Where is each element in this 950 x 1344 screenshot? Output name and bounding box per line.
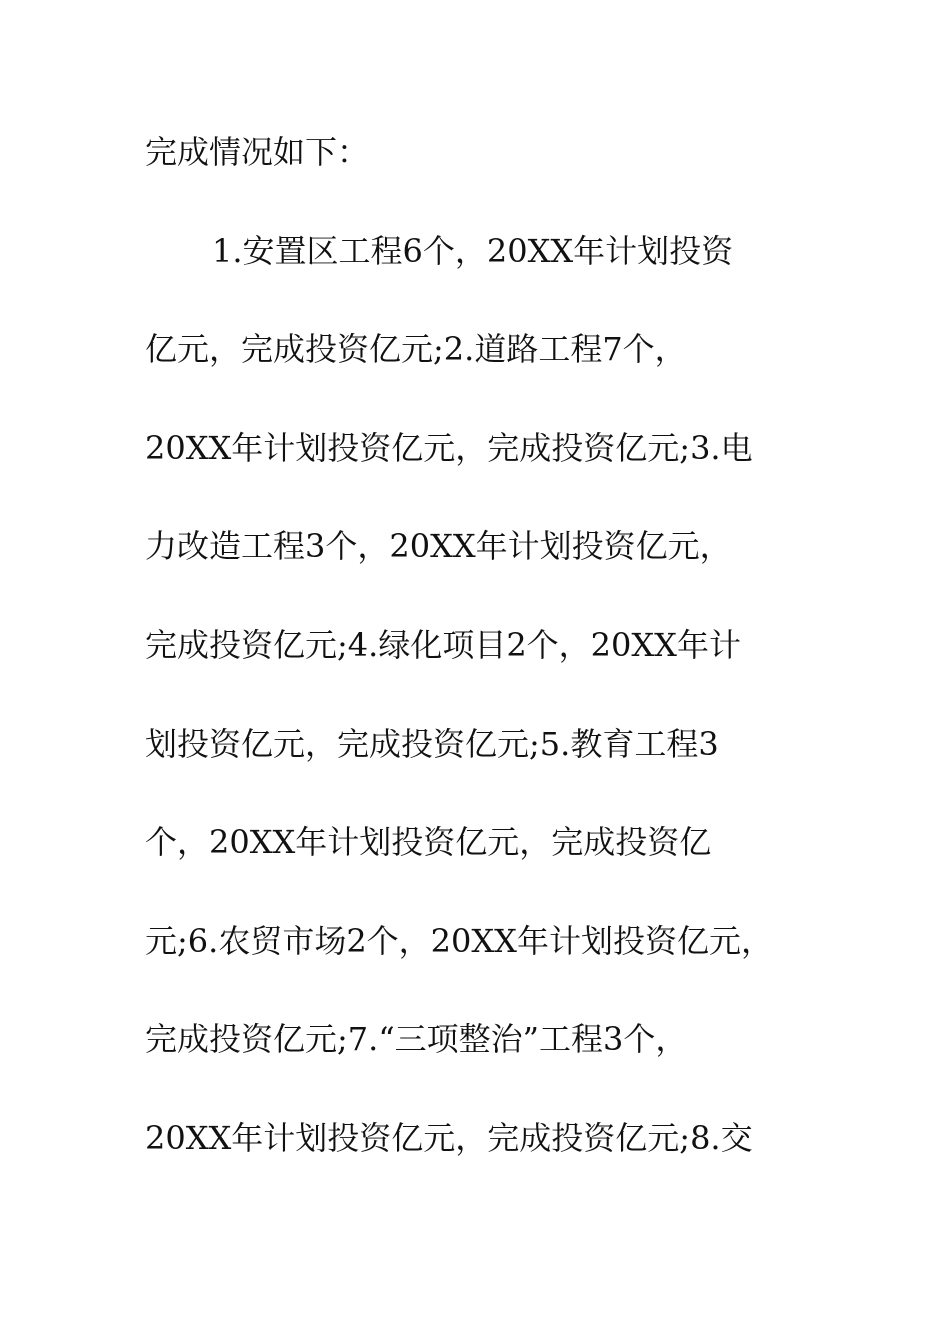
text-line: 20XX年计划投资亿元，完成投资亿元;8.交 [145,1118,753,1157]
text-line: 划投资亿元，完成投资亿元;5.教育工程3 [145,724,719,763]
text-line: 力改造工程3个，20XX年计划投资亿元， [145,527,732,566]
text-line: 完成投资亿元;4.绿化项目2个，20XX年计 [145,625,741,664]
text-line: 个，20XX年计划投资亿元，完成投资亿 [145,823,712,862]
text-line: 1.安置区工程6个，20XX年计划投资 [212,231,734,270]
text-line: 完成情况如下： [145,133,370,171]
text-line: 元;6.农贸市场2个，20XX年计划投资亿元， [145,921,773,960]
text-line: 亿元，完成投资亿元;2.道路工程7个， [145,330,687,369]
text-line: 20XX年计划投资亿元，完成投资亿元;3.电 [145,428,753,467]
text-line: 完成投资亿元;7.“三项整治”工程3个， [145,1020,688,1059]
body-text [145,124,825,1209]
